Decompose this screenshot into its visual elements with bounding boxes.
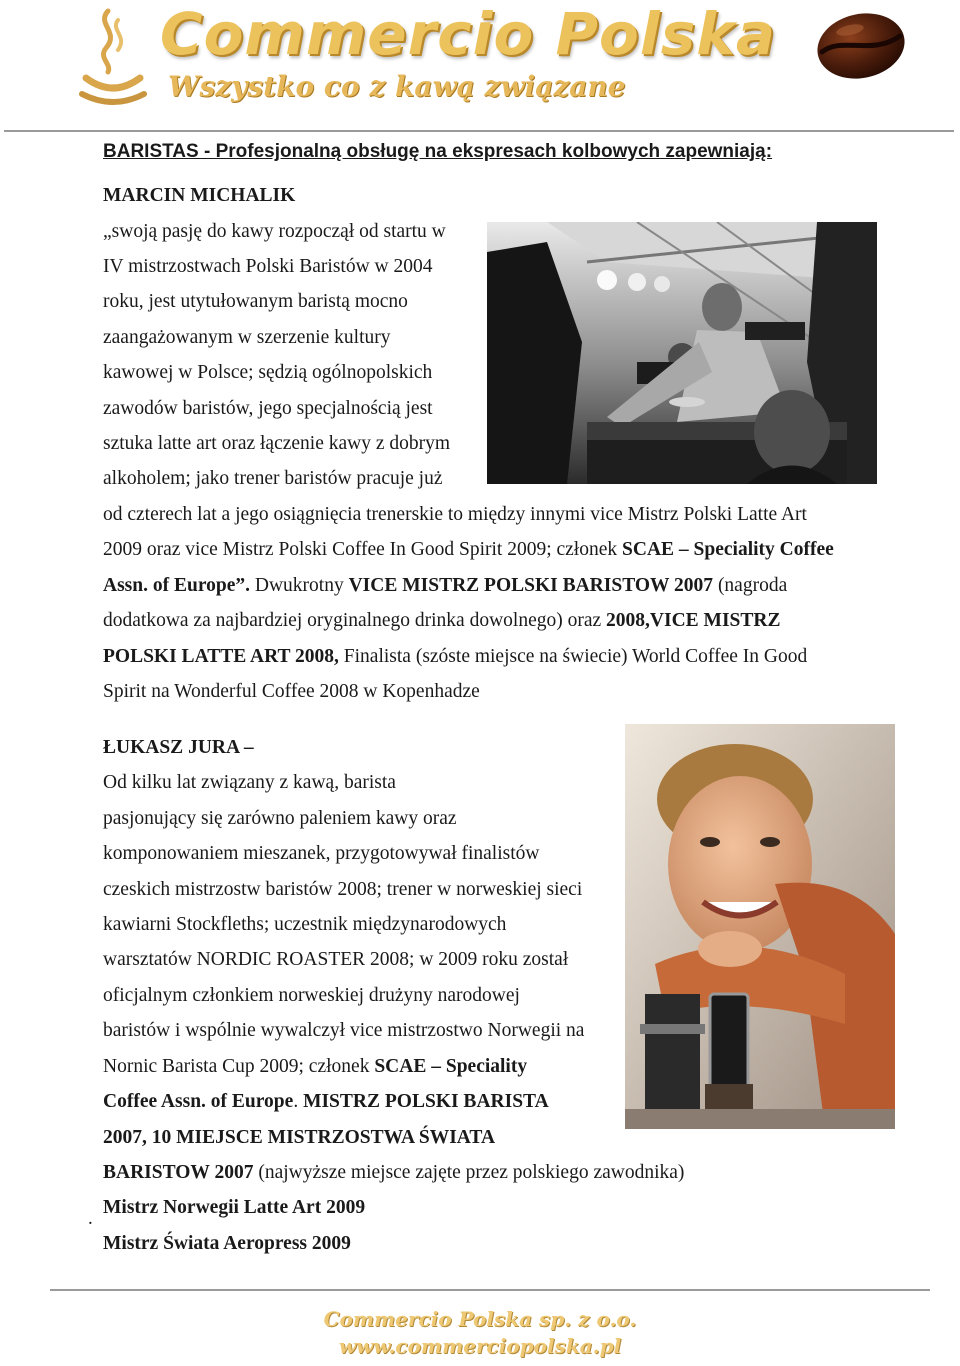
bio-line: Mistrz Norwegii Latte Art 2009 <box>103 1197 366 1218</box>
bio-emphasis: 2008,VICE MISTRZ <box>606 610 781 631</box>
section-heading: BARISTAS - Profesjonalną obsługę na ekspresach kolbowych zapewniają: <box>103 141 773 162</box>
bio-emphasis: Assn. of Europe”. <box>103 575 251 596</box>
bio-line: zawodów baristów, jego specjalnością jest <box>103 398 433 419</box>
bio-text: Finalista (szóste miejsce na świecie) World Coffee In Good <box>338 646 808 667</box>
footer-company: Commercio Polska sp. z o.o. <box>323 1307 637 1331</box>
bio-line: 2007, 10 MIEJSCE MISTRZOSTWA ŚWIATA <box>103 1127 496 1148</box>
barista-marcin-photo <box>487 222 877 484</box>
footer-website-link[interactable]: www.commerciopolska.pl <box>338 1334 622 1358</box>
person-name-lukasz: ŁUKASZ JURA – <box>103 737 254 758</box>
page-header <box>0 0 960 130</box>
bio-line <box>103 538 834 562</box>
bio-line: zaangażowanym w szerzenie kultury <box>103 327 391 348</box>
bio-text: (najwyższe miejsce zajęte przez polskiego zawodnika) <box>253 1162 685 1183</box>
bio-line <box>103 1090 549 1114</box>
bio-line: oficjalnym członkiem norweskiej drużyny narodowej <box>103 985 520 1006</box>
bio-emphasis: SCAE – Speciality Coffee <box>622 539 834 560</box>
bio-line: Mistrz Świata Aeropress 2009 <box>103 1233 351 1254</box>
barista-lukasz-photo <box>625 724 895 1129</box>
bio-emphasis: SCAE – Speciality <box>374 1056 528 1077</box>
bio-emphasis: Coffee Assn. of Europe <box>103 1091 294 1112</box>
bio-line: baristów i wspólnie wywalczył vice mistrzostwo Norwegii na <box>103 1020 585 1041</box>
bio-line: od czterech lat a jego osiągnięcia trenerskie to między innymi vice Mistrz Polski Latte Art <box>103 504 807 525</box>
footer-divider <box>50 1289 930 1291</box>
bio-line: Spirit na Wonderful Coffee 2008 w Kopenhadze <box>103 681 480 702</box>
bio-emphasis: POLSKI LATTE ART 2008, <box>103 646 339 667</box>
brand-tagline: Wszystko co z kawą związane <box>168 70 626 103</box>
bio-emphasis: VICE MISTRZ POLSKI BARISTOW 2007 <box>348 575 714 596</box>
brand-name: Commercio Polska <box>160 0 776 68</box>
bio-text: Nornic Barista Cup 2009; członek <box>103 1056 375 1077</box>
bio-text: 2009 oraz vice Mistrz Polski Coffee In Good Spirit 2009; członek <box>103 539 623 560</box>
bio-line: IV mistrzostwach Polski Baristów w 2004 <box>103 256 433 277</box>
bio-text: (nagroda <box>713 575 788 596</box>
bio-line: kawiarni Stockfleths; uczestnik międzynarodowych <box>103 914 507 935</box>
bio-line <box>103 609 780 633</box>
bio-line: warsztatów NORDIC ROASTER 2008; w 2009 roku został <box>103 949 569 970</box>
bio-line: pasjonujący się zarówno paleniem kawy oraz <box>103 808 457 829</box>
bio-emphasis: MISTRZ POLSKI BARISTA <box>303 1091 549 1112</box>
bio-line: kawowej w Polsce; sędzią ogólnopolskich <box>103 362 433 383</box>
bio-line: komponowaniem mieszanek, przygotowywał finalistów <box>103 843 540 864</box>
bullet-dot: . <box>88 1208 93 1229</box>
bio-line: roku, jest utytułowanym baristą mocno <box>103 291 408 312</box>
bio-text: . <box>293 1091 304 1112</box>
person-name-marcin: MARCIN MICHALIK <box>103 185 296 206</box>
coffee-bean-icon <box>812 6 910 86</box>
bio-line <box>103 1161 684 1185</box>
bio-text: dodatkowa za najbardziej oryginalnego drinka dowolnego) oraz <box>103 610 607 631</box>
bio-line: Od kilku lat związany z kawą, barista <box>103 772 396 793</box>
bio-line <box>103 645 807 669</box>
bio-line <box>103 1055 527 1079</box>
bio-line: czeskich mistrzostw baristów 2008; trener w norweskiej sieci <box>103 879 583 900</box>
bio-emphasis: BARISTOW 2007 <box>103 1162 254 1183</box>
header-divider <box>4 130 954 132</box>
bio-line: alkoholem; jako trener baristów pracuje już <box>103 468 443 489</box>
bio-line: „swoją pasję do kawy rozpoczął od startu w <box>103 221 446 242</box>
coffee-cup-logo-icon <box>78 6 148 111</box>
bio-line <box>103 574 787 598</box>
bio-text: Dwukrotny <box>250 575 349 596</box>
bio-line: sztuka latte art oraz łączenie kawy z dobrym <box>103 433 451 454</box>
